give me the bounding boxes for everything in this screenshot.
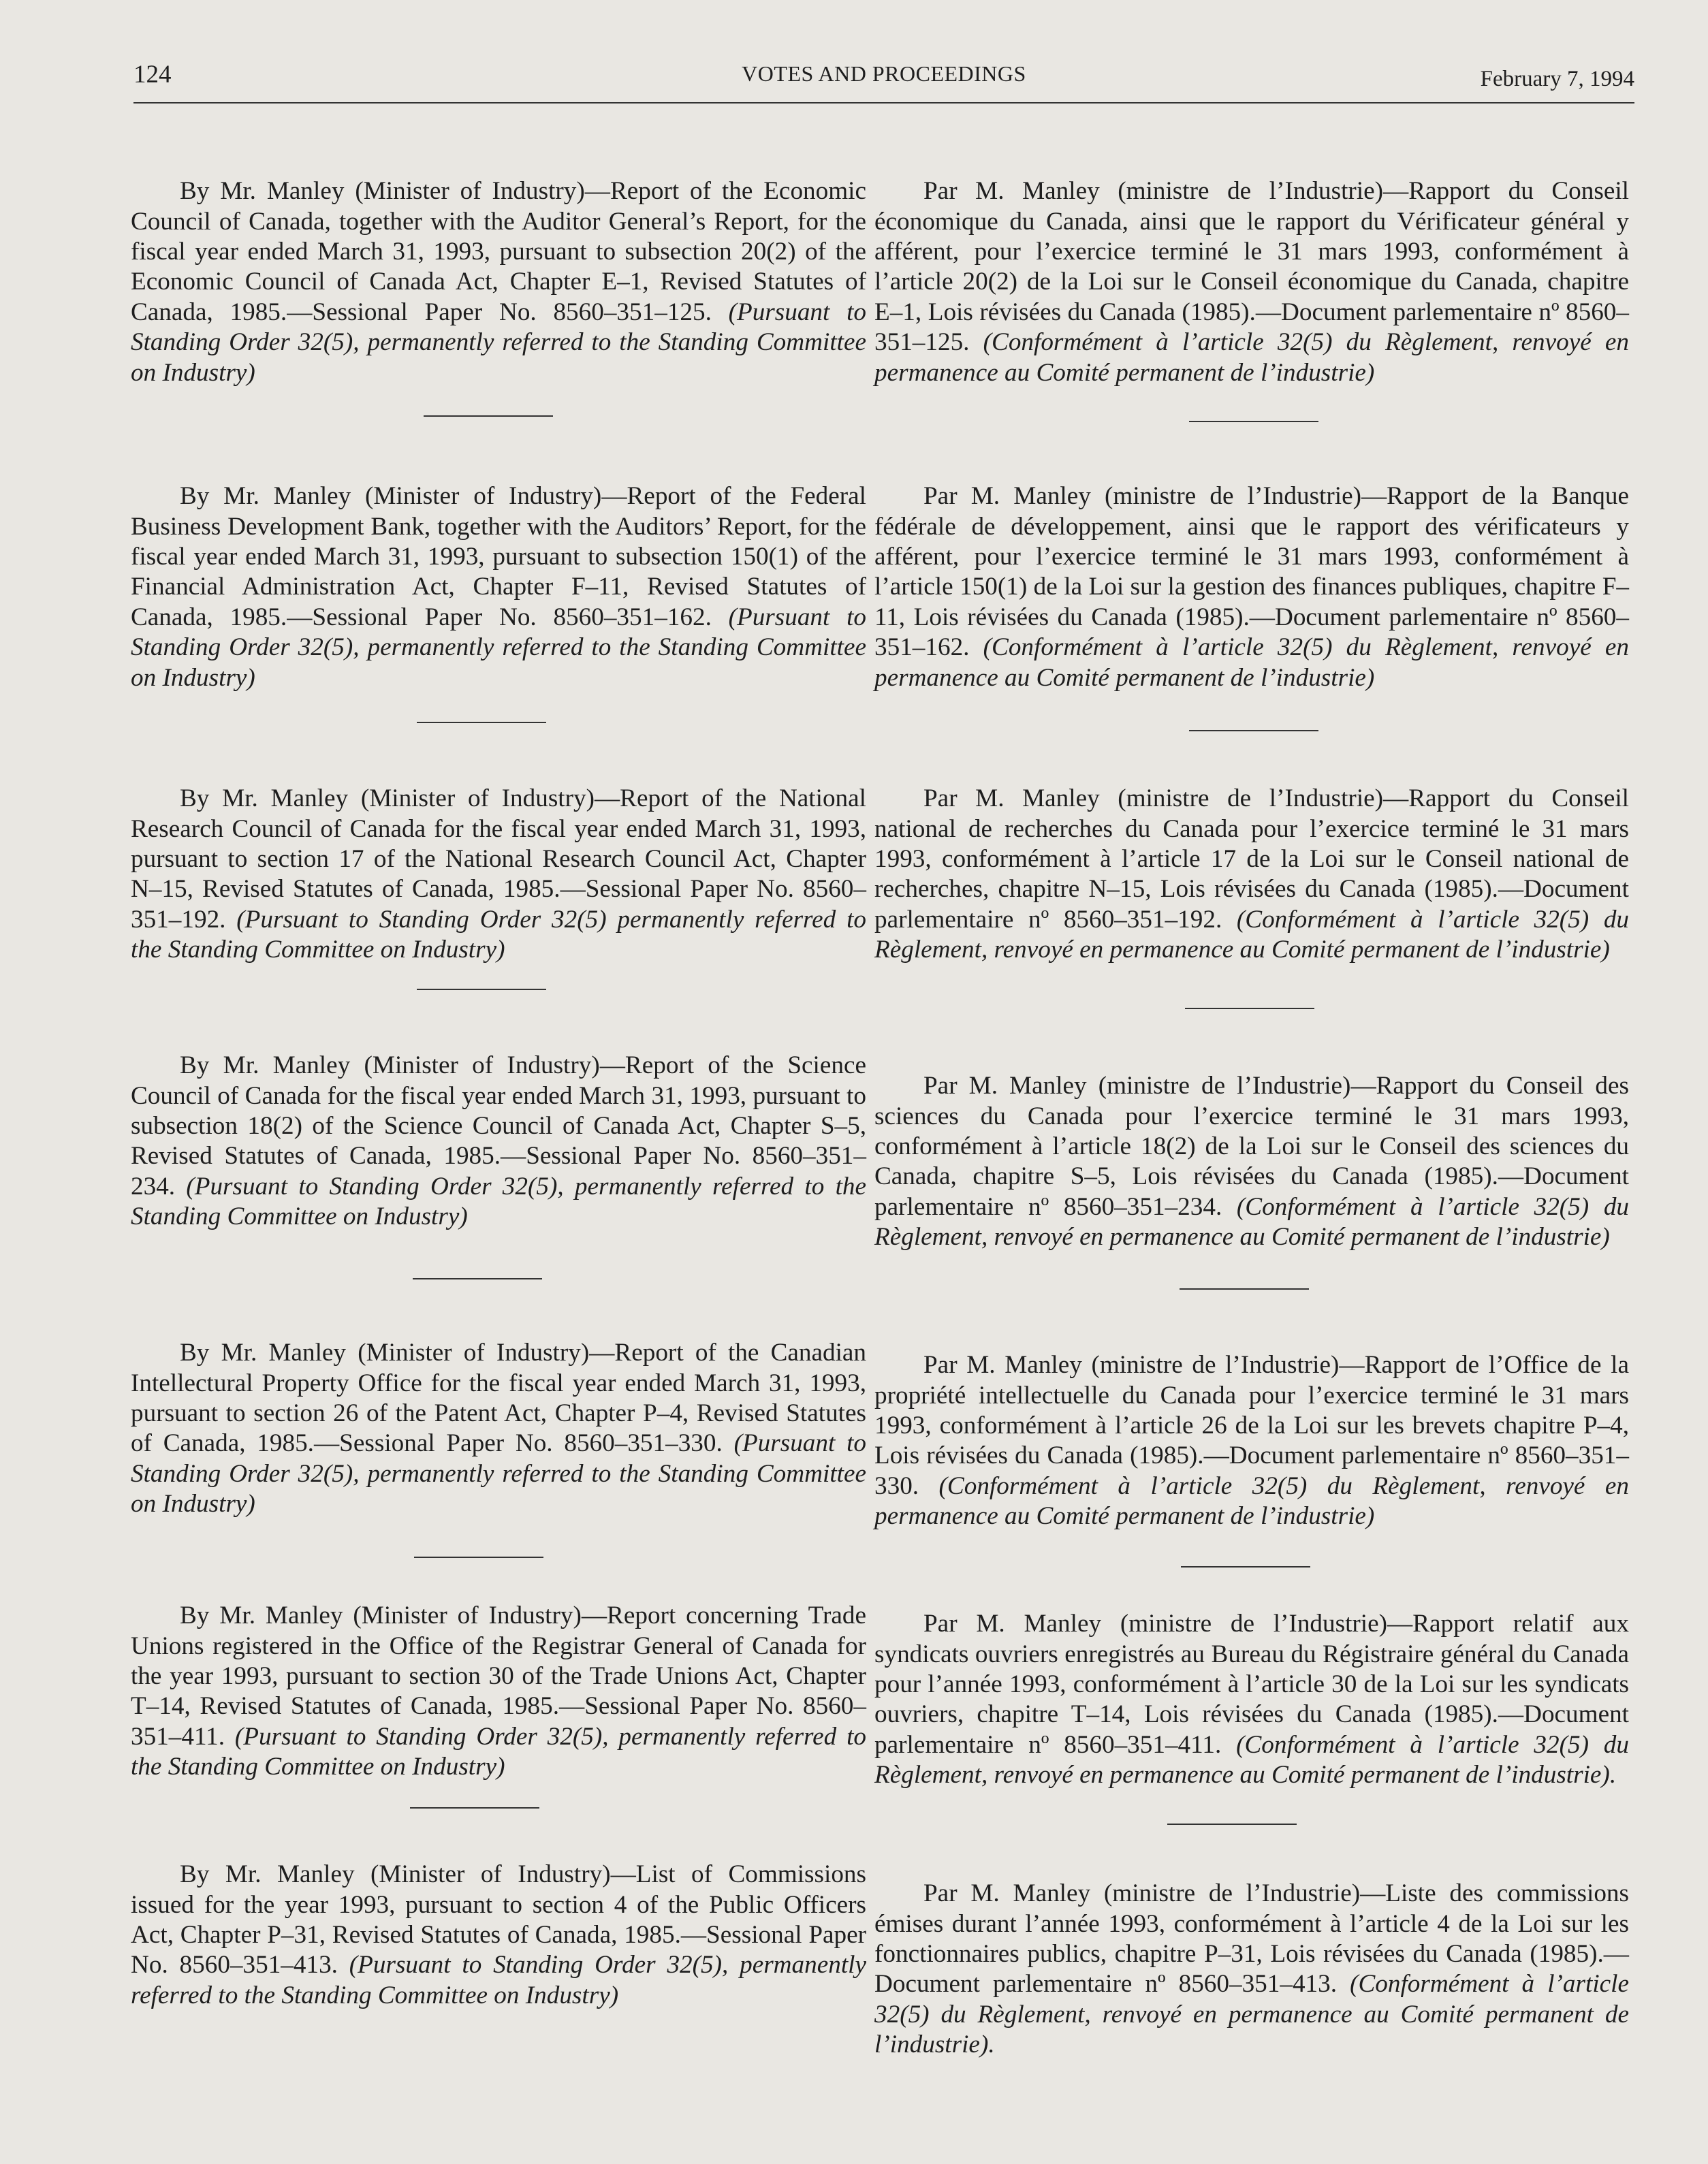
referral-note: (Pursuant to Standing Order 32(5), permanently referred to the Standing Committee on Industry) <box>131 1429 867 1518</box>
referral-note: (Conformément à l’article 32(5) du Règlement, renvoyé en permanence au Comité permanent de l’industrie) <box>874 905 1630 964</box>
page-number: 124 <box>133 61 172 89</box>
referral-note: (Conformément à l’article 32(5) du Règlement, renvoyé en permanence au Comité permanent de l’industrie) <box>874 1471 1629 1531</box>
french-entry-conseil-economique: Par M. Manley (ministre de l’Industrie)—Rapport du Conseil économique du Canada, ainsi que le rapport du Vérificateur général y afférent, pour l’exercice terminé le 31 mars 1993, conformément à l’article 20(2) de la Loi sur le Conseil économique du Canada, chapitre E–1, Lois révisées du Canada (1985).—Document parlementaire nº 8560–351–125. (Conformément à l’article 32(5) du Règlement, renvoyé en permanence au Comité permanent de l’industrie) <box>874 177 1629 387</box>
french-entry-fonctionnaires-publics: Par M. Manley (ministre de l’Industrie)—Liste des commissions émises durant l’année 1993, conformément à l’article 4 de la Loi sur les fonctionnaires publics, chapitre P–31, Lois révisées du Canada (1985).—Document parlementaire nº 8560–351–413. (Conformément à l’article 32(5) du Règlement, renvoyé en permanence au Comité permanent de l’industrie). <box>874 1879 1629 2059</box>
entry-separator <box>414 1557 543 1558</box>
entry-separator <box>417 722 546 723</box>
referral-note: (Pursuant to Standing Order 32(5) permanently referred to the Standing Committee on Industry) <box>131 905 867 964</box>
referral-note: (Pursuant to Standing Order 32(5), permanently referred to the Standing Committee on Industry) <box>131 298 866 387</box>
english-entry-science-council: By Mr. Manley (Minister of Industry)—Report of the Science Council of Canada for the fiscal year ended March 31, 1993, pursuant to subsection 18(2) of the Science Council of Canada Act, Chapter S–5, Revised Statutes of Canada, 1985.—Sessional Paper No. 8560–351–234. (Pursuant to Standing Order 32(5), permanently referred to the Standing Committee on Industry) <box>131 1051 867 1231</box>
entry-separator <box>424 415 553 417</box>
running-title: VOTES AND PROCEEDINGS <box>742 61 1026 86</box>
entry-separator <box>417 989 546 990</box>
entry-separator <box>1189 730 1318 731</box>
referral-note: (Pursuant to Standing Order 32(5), permanently referred to the Standing Committee on Industry) <box>131 603 866 692</box>
french-entry-propriete-intellectuelle: Par M. Manley (ministre de l’Industrie)—Rapport de l’Office de la propriété intellectuelle du Canada pour l’exercice terminé le 31 mars 1993, conformément à l’article 26 de la Loi sur les brevets chapitre P–4, Lois révisées du Canada (1985).—Document parlementaire nº 8560–351–330. (Conformément à l’article 32(5) du Règlement, renvoyé en permanence au Comité permanent de l’industrie) <box>874 1351 1629 1531</box>
entry-separator <box>413 1278 542 1279</box>
referral-note: (Conformément à l’article 32(5) du Règlement, renvoyé en permanence au Comité permanent de l’industrie). <box>874 1730 1629 1789</box>
referral-note: (Conformément à l’article 32(5) du Règlement, renvoyé en permanence au Comité permanent de l’industrie) <box>874 328 1629 387</box>
referral-note: (Conformément à l’article 32(5) du Règlement, renvoyé en permanence au Comité permanent de l’industrie) <box>874 1192 1630 1252</box>
french-entry-conseil-recherches: Par M. Manley (ministre de l’Industrie)—Rapport du Conseil national de recherches du Canada pour l’exercice terminé le 31 mars 1993, conformément à l’article 17 de la Loi sur le Conseil national de recherches, chapitre N–15, Lois révisées du Canada (1985).—Document parlementaire nº 8560–351–192. (Conformément à l’article 32(5) du Règlement, renvoyé en permanence au Comité permanent de l’industrie) <box>874 784 1630 964</box>
referral-note: (Pursuant to Standing Order 32(5), permanently referred to the Standing Committee on Industry) <box>131 1722 866 1781</box>
referral-note: (Pursuant to Standing Order 32(5), permanently referred to the Standing Committee on Industry) <box>131 1951 866 2009</box>
referral-note: (Conformément à l’article 32(5) du Règlement, renvoyé en permanence au Comité permanent de l’industrie). <box>874 1970 1629 2059</box>
referral-note: (Conformément à l’article 32(5) du Règlement, renvoyé en permanence au Comité permanent de l’industrie) <box>874 633 1629 692</box>
english-entry-business-development-bank: By Mr. Manley (Minister of Industry)—Report of the Federal Business Development Bank, together with the Auditors’ Report, for the fiscal year ended March 31, 1993, pursuant to subsection 150(1) of the Financial Administration Act, Chapter F–11, Revised Statutes of Canada, 1985.—Sessional Paper No. 8560–351–162. (Pursuant to Standing Order 32(5), permanently referred to the Standing Committee on Industry) <box>131 482 866 692</box>
entry-separator <box>1189 421 1318 422</box>
header-rule <box>133 102 1634 104</box>
entry-separator <box>1181 1566 1310 1568</box>
french-entry-banque-federale: Par M. Manley (ministre de l’Industrie)—Rapport de la Banque fédérale de développement, ainsi que le rapport des vérificateurs y afférent, pour l’exercice terminé le 31 mars 1993, conformément à l’article 150(1) de la Loi sur la gestion des finances publiques, chapitre F–11, Lois révisées du Canada (1985).—Document parlementaire nº 8560–351–162. (Conformément à l’article 32(5) du Règlement, renvoyé en permanence au Comité permanent de l’industrie) <box>874 482 1629 692</box>
page-header <box>133 56 1634 101</box>
entry-separator <box>1185 1008 1314 1009</box>
english-entry-trade-unions: By Mr. Manley (Minister of Industry)—Report concerning Trade Unions registered in the Office of the Registrar General of Canada for the year 1993, pursuant to section 30 of the Trade Unions Act, Chapter T–14, Revised Statutes of Canada, 1985.—Sessional Paper No. 8560–351–411. (Pursuant to Standing Order 32(5), permanently referred to the Standing Committee on Industry) <box>131 1602 866 1781</box>
english-entry-economic-council: By Mr. Manley (Minister of Industry)—Report of the Economic Council of Canada, together with the Auditor General’s Report, for the fiscal year ended March 31, 1993, pursuant to subsection 20(2) of the Economic Council of Canada Act, Chapter E–1, Revised Statutes of Canada, 1985.—Sessional Paper No. 8560–351–125. (Pursuant to Standing Order 32(5), permanently referred to the Standing Committee on Industry) <box>131 177 866 387</box>
french-entry-syndicats-ouvriers: Par M. Manley (ministre de l’Industrie)—Rapport relatif aux syndicats ouvriers enregistrés au Bureau du Régistraire général du Canada pour l’année 1993, conformément à l’article 30 de la Loi sur les syndicats ouvriers, chapitre T–14, Lois révisées du Canada (1985).—Document parlementaire nº 8560–351–411. (Conformément à l’article 32(5) du Règlement, renvoyé en permanence au Comité permanent de l’industrie). <box>874 1610 1629 1789</box>
entry-separator <box>410 1807 539 1809</box>
english-entry-public-officers: By Mr. Manley (Minister of Industry)—List of Commissions issued for the year 1993, pursuant to section 4 of the Public Officers Act, Chapter P–31, Revised Statutes of Canada, 1985.—Sessional Paper No. 8560–351–413. (Pursuant to Standing Order 32(5), permanently referred to the Standing Committee on Industry) <box>131 1860 866 2009</box>
header-date: February 7, 1994 <box>1480 67 1634 91</box>
french-entry-conseil-sciences: Par M. Manley (ministre de l’Industrie)—Rapport du Conseil des sciences du Canada pour l’exercice terminé le 31 mars 1993, conformément à l’article 18(2) de la Loi sur le Conseil des sciences du Canada, chapitre S–5, Lois révisées du Canada (1985).—Document parlementaire nº 8560–351–234. (Conformément à l’article 32(5) du Règlement, renvoyé en permanence au Comité permanent de l’industrie) <box>874 1072 1630 1252</box>
english-entry-intellectual-property: By Mr. Manley (Minister of Industry)—Report of the Canadian Intellectural Property Office for the fiscal year ended March 31, 1993, pursuant to section 26 of the Patent Act, Chapter P–4, Revised Statutes of Canada, 1985.—Sessional Paper No. 8560–351–330. (Pursuant to Standing Order 32(5), permanently referred to the Standing Committee on Industry) <box>131 1339 867 1518</box>
entry-separator <box>1180 1288 1309 1290</box>
referral-note: (Pursuant to Standing Order 32(5), permanently referred to the Standing Committee on Industry) <box>131 1172 867 1231</box>
english-entry-research-council: By Mr. Manley (Minister of Industry)—Report of the National Research Council of Canada for the fiscal year ended March 31, 1993, pursuant to section 17 of the National Research Council Act, Chapter N–15, Revised Statutes of Canada, 1985.—Sessional Paper No. 8560–351–192. (Pursuant to Standing Order 32(5) permanently referred to the Standing Committee on Industry) <box>131 784 867 964</box>
entry-separator <box>1167 1824 1297 1825</box>
